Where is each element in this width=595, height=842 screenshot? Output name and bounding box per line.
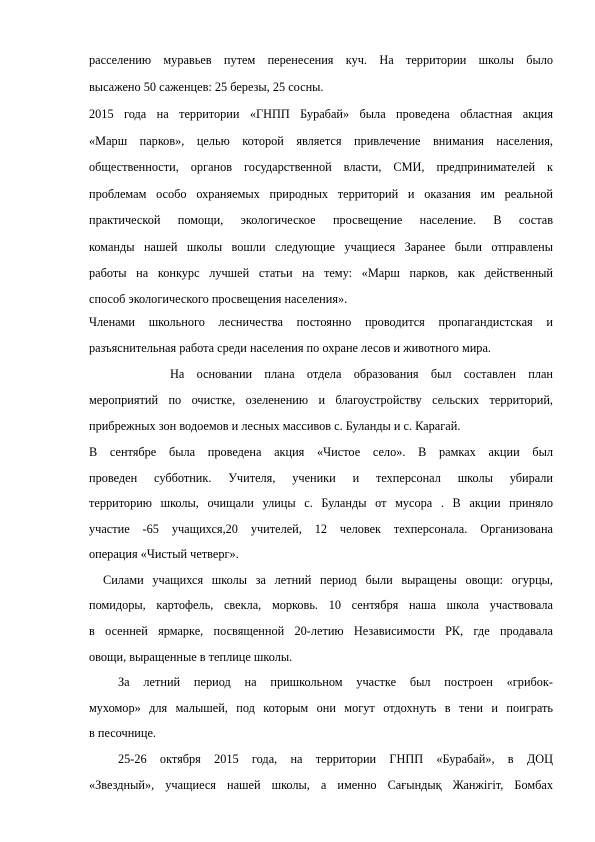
text-line: общественности, органов государственной власти, СМИ, предпринимателей к [89,160,553,174]
text-line: проведен субботник. Учителя, ученики и техперсонал школы убирали [89,471,553,485]
text-line: операция «Чистый четверг». [89,547,239,561]
text-line: За летний период на пришкольном участке был построен «грибок- [118,675,553,689]
text-line: практической помощи, экологическое просвещение население. В состав [89,213,553,227]
text-line: в осенней ярмарке, посвященной 20-летию Независимости РК, где продавала [89,624,553,638]
text-line: 2015 года на территории «ГНПП Бурабай» была проведена областная акция [89,107,553,121]
text-line: в песочнице. [89,726,156,740]
text-line: расселению муравьев путем перенесения куч. На территории школы было [89,53,553,67]
text-line: участие -65 учащихся,20 учителей, 12 человек техперсонала. Организована [89,522,553,536]
text-line: мероприятий по очистке, озеленению и благоустройству сельских территорий, [89,393,553,407]
text-line: помидоры, картофель, свекла, морковь. 10 сентября наша школа участвовала [89,598,553,612]
text-line: мухомор» для малышей, под которым они могут отдохнуть в тени и поиграть [89,701,553,715]
text-line: В сентябре была проведена акция «Чистое село». В рамках акции был [89,445,553,459]
text-line: «Марш парков», целью которой является привлечение внимания населения, [89,134,553,148]
text-line: прибрежных зон водоемов и лесных массивов с. Буланды и с. Карагай. [89,419,461,433]
text-line: команды нашей школы вошли следующие учащиеся Заранее были отправлены [89,240,553,254]
text-line: «Звездный», учащиеся нашей школы, а именно Сағындық Жанжігіт, Бомбах [89,778,553,792]
text-line: территорию школы, очищали улицы с. Буланды от мусора . В акции приняло [89,496,553,510]
text-line: Силами учащихся школы за летний период были выращены овощи: огурцы, [103,573,553,587]
text-line: На основании плана отдела образования был составлен план [170,367,553,381]
text-line: работы на конкурс лучшей статьи на тему: «Марш парков, как действенный [89,266,553,280]
text-line: овощи, выращенные в теплице школы. [89,650,293,664]
text-line: 25-26 октября 2015 года, на территории ГНПП «Бурабай», в ДОЦ [118,752,553,766]
text-line: разъяснительная работа среди населения по охране лесов и животного мира. [89,341,491,355]
text-line: проблемам особо охраняемых природных территорий и оказания им реальной [89,187,553,201]
text-line: высажено 50 саженцев: 25 березы, 25 сосны. [89,80,324,94]
text-line: Членами школьного лесничества постоянно проводится пропагандистская и [89,315,553,329]
text-line: способ экологического просвещения населения». [89,292,348,306]
